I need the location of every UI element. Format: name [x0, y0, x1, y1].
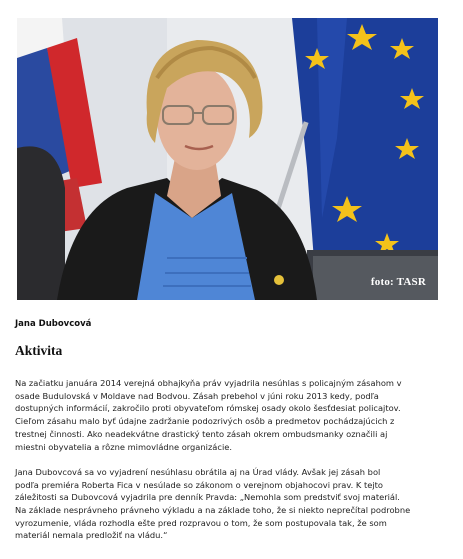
text-line: podľa premiéra Roberta Fica v nesúlade so zákonom o verejnom objahocovi prav. K tejto: [15, 479, 384, 490]
text-line: Na základe nesprávneho právneho výkladu a na základe toho, že si niekto neprečítal podrobne: [15, 505, 411, 516]
text-line: osade Budulovská v Moldave nad Bodvou. Zásah prebehol v júni roku 2013 kedy, podľa: [15, 390, 379, 401]
photo-illustration: [17, 18, 438, 300]
paragraph: [15, 466, 447, 542]
text-line: záležitosti sa Dubovcová vyjadrila pre denník Pravda: „Nemohla som predstviť svoj materiál.: [15, 492, 400, 503]
text-line: vyrozumenie, vláda rozhodla ešte pred rozpravou o tom, že som postupovala tak, že som: [15, 517, 387, 528]
article-body: [15, 377, 447, 542]
text-line: Na začiatku januára 2014 verejná obhajkyňa práv vyjadrila nesúhlas s policajným zásahom v: [15, 378, 402, 388]
photo-caption: Jana Dubovcová: [15, 319, 92, 329]
text-line: miestni obyvatelia a rôzne mimovládne organizácie.: [15, 441, 233, 452]
text-line: Cieľom zásahu malo byť údajne zadržanie podozrivých osôb a predmetov pochádzajúcich z: [15, 416, 395, 427]
section-heading: Aktivita: [15, 343, 63, 358]
portrait-photo: [17, 18, 438, 300]
text-line: trestnej činnosti. Ako neadekvátne drastický tento zásah okrem ombudsmanky označili aj: [15, 428, 388, 439]
paragraph: [15, 377, 447, 453]
text-line: Jana Dubovcová sa vo vyjadrení nesúhlasu obrátila aj na Úrad vlády. Avšak jej zásah bol: [15, 466, 381, 477]
text-line: materiál nemala predložiť na vládu.“: [15, 530, 168, 541]
text-line: dostupných informácií, zakročilo proti obyvateľom rómskej osady okolo šesťdesiat policajtov.: [15, 403, 401, 414]
photo-credit: foto: TASR: [370, 276, 426, 288]
